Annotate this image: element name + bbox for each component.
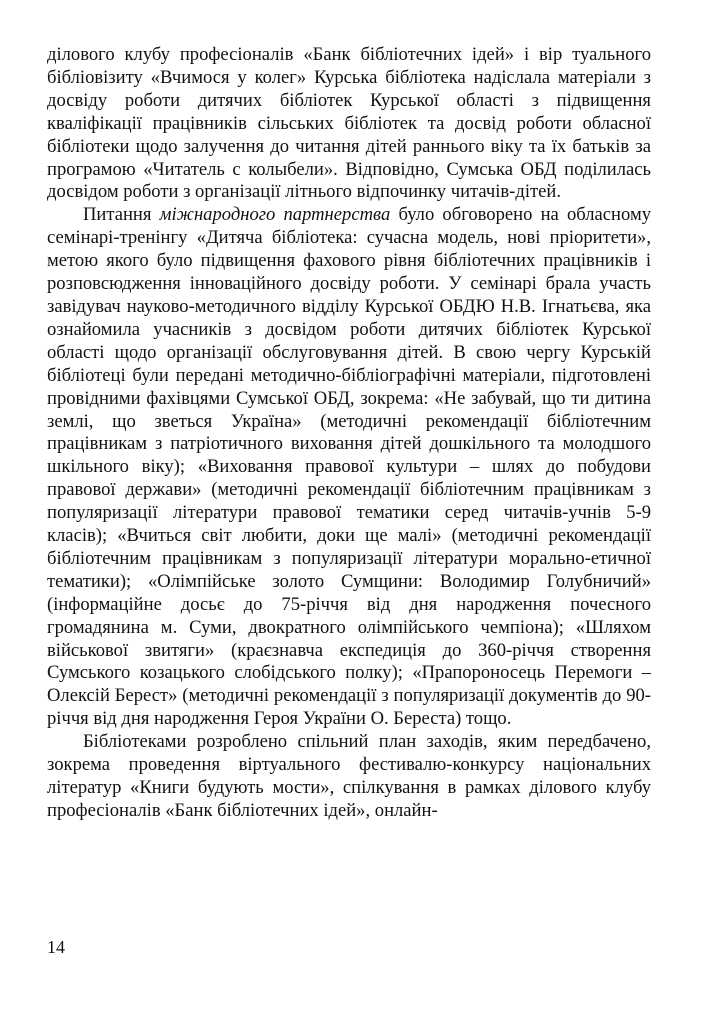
paragraph-international-partnership — [47, 204, 651, 731]
paragraph-body-text: було обговорено на обласному семінарі-тренінгу «Дитяча бібліотека: сучасна модель, нові пріоритети», метою якого було підвищення фахового рівня бібліотечних працівників і розповсюдження інноваційного досвіду роботи. У семінарі брала участь завідувач науково-методичного відділу Курської ОБДЮ Н.В. Ігнатьєва, яка ознайомила учасників з досвідом роботи дитячих бібліотек Курської області щодо організації обслуговування дітей. В свою чергу Курській бібліотеці були передані методично-бібліографічні матеріали, підготовлені провідними фахівцями Сумської ОБД, зокрема: «Не забувай, що ти дитина землі, що зветься Україна» (методичні рекомендації бібліотечним працівникам з патріотичного виховання дітей дошкільного та молодшого шкільного віку); «Виховання правової культури – шлях до побудови правової держави» (методичні рекомендації бібліотечним працівникам з популяризації літератури правової тематики серед читачів-учнів 5-9 класів); «Вчиться світ любити, доки ще малі» (методичні рекомендації бібліотечним працівникам з популяризації літератури морально-етичної тематики); «Олімпійське золото Сумщини: Володимир Голубничий» (інформаційне досьє до 75-річчя від дня народження почесного громадянина м. Суми, двократного олімпійського чемпіона); «Шляхом військової звитяги» (краєзнавча експедиція до 360-річчя створення Сумського козацького слобідського полку); «Прапороносець Перемоги – Олексій Берест» (методичні рекомендації з популяризації документів до 90-річчя від дня народження Героя України О. Береста) тощо. — [47, 204, 652, 730]
italic-emphasis: міжнародного партнерства — [159, 204, 391, 226]
paragraph-joint-plan: Бібліотеками розроблено спільний план заходів, яким передбачено, зокрема проведення віртуального фестивалю-конкурсу національних літератур «Книги будують мости», спілкування в рамках ділового клубу професіоналів «Банк бібліотечних ідей», онлайн- — [47, 731, 651, 821]
page-number: 14 — [47, 937, 65, 957]
paragraph-lead-text: Питання — [83, 204, 160, 226]
page-body — [47, 44, 651, 823]
paragraph-continuation: ділового клубу професіоналів «Банк бібліотечних ідей» і вір туального бібліовізиту «Вчимося у колег» Курська бібліотека надіслала матеріали з досвіду роботи дитячих бібліотек Курської області з підвищення кваліфікації працівників сільських бібліотек та досвід роботи обласної бібліотеки щодо залучення до читання дітей раннього віку та їх батьків за програмою «Читатель с колыбели». Відповідно, Сумська ОБД поділилась досвідом роботи з організації літнього відпочинку читачів-дітей. — [47, 44, 651, 203]
